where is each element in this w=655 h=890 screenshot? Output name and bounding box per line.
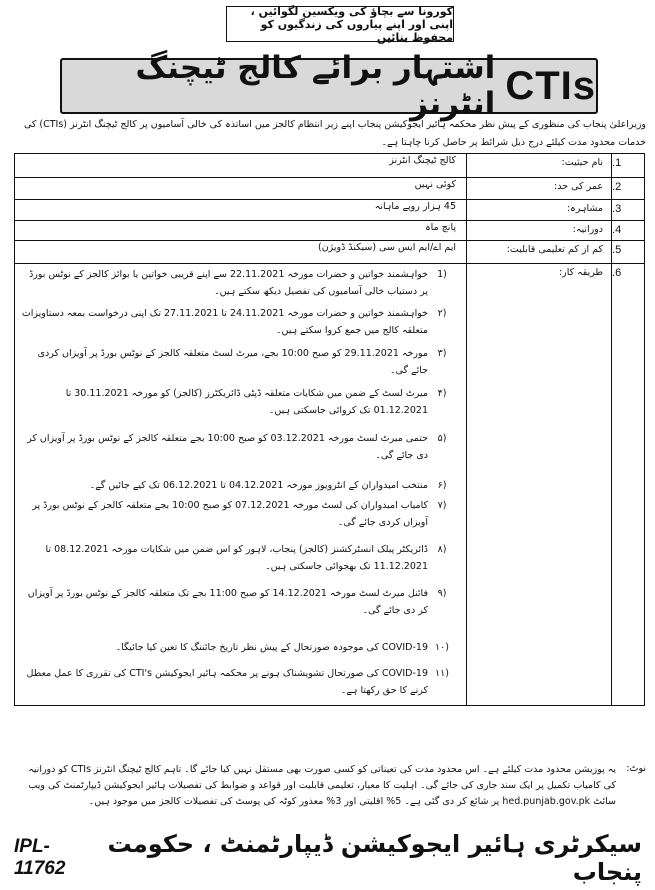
vaccination-banner [226, 6, 454, 42]
step-number: (۱۱ [435, 668, 449, 679]
procedure-step [21, 640, 456, 666]
step-text: COVID-19 کی صورتحال تشویشناک ہونے پر محکمہ ہائیر ایجوکیشن CTI's کی تقرری کا عمل معطل کرنے کا حق رکھتا ہے۔ [26, 668, 428, 696]
row-label: طریقہ کار: [467, 264, 612, 706]
step-text: فائنل میرٹ لسٹ مورخہ 14.12.2021 کو صبح 11:00 بجے تک متعلقہ کالجز کے نوٹس بورڈ پر آویزاں کر دی جائے گی۔ [27, 588, 428, 616]
step-number: (۸ [437, 544, 447, 555]
note-text: یہ پوزیشن محدود مدت کیلئے ہے۔ اس محدود مدت کی تعیناتی کو کسی صورت بھی مستقل نہیں کیا جائے گا۔ تاہم کالج ٹیچنگ انٹرنز CTIs کو دورانیہ کی کامیاب تکمیل پر ایک سند جاری کی جائے گی۔ اہلیت کا معیار، تعلیمی قابلیت اور قواعد و ضوابط کی تفصیلات ہائیر ایجوکیشن ڈیپارٹمنٹ کی ویب سائٹ hed.punjab.gov.pk پر شائع کر دی گئی ہے۔ 5% اقلیتی اور 3% معذور کوٹہ کی پوسٹ کی تفصیلات کالجز میں موجود ہیں۔ [28, 764, 616, 807]
procedure-step [21, 265, 456, 306]
title-urdu: اشتہار برائے کالج ٹیچنگ انٹرنز [135, 50, 496, 122]
row-label: نام حیثیت: [467, 154, 612, 178]
step-number: (۹ [437, 588, 447, 599]
note-section [14, 762, 646, 810]
step-number: (۳ [437, 348, 447, 359]
row-number: 2. [612, 178, 645, 200]
row-label: کم از کم تعلیمی قابلیت: [467, 241, 612, 264]
signature-block [14, 830, 642, 886]
step-text: کامیاب امیدواران کی لسٹ مورخہ 07.12.2021 کو صبح 10:00 بجے متعلقہ کالجز کے نوٹس بورڈ پر آویزاں کردی جائے گی۔ [32, 500, 428, 528]
ad-reference-code: IPL-11762 [14, 836, 66, 879]
row-value: کالج ٹیچنگ انٹرنز [15, 154, 467, 178]
procedure-step [21, 386, 456, 431]
step-number: (1 [437, 269, 447, 280]
procedure-step [21, 478, 456, 498]
vaccination-banner-text: کورونا سے بچاؤ کی ویکسین لگوائیں ، اپنی اور اپنے پیاروں کی زندگیوں کو محفوظ بنائیں [250, 4, 453, 44]
step-text: خواہشمند خواتین و حضرات مورخہ 22.11.2021 سے اپنے قریبی خواتین یا بوائز کالجز کے نوٹس بورڈ پر دستیاب خالی آسامیوں کی تفصیل دیکھ سکتے ہیں۔ [29, 269, 428, 297]
row-number: 1. [612, 154, 645, 178]
procedure-list [21, 265, 456, 705]
step-number: (۲ [437, 308, 447, 319]
row-number: 4. [612, 221, 645, 241]
row-label: دورانیہ: [467, 221, 612, 241]
table-row [15, 221, 645, 241]
step-number: (۱۰ [435, 642, 449, 653]
note-label: نوٹ: [626, 763, 646, 774]
step-number: (۴ [437, 388, 447, 399]
step-number: (۶ [437, 480, 447, 491]
table-row [15, 241, 645, 264]
row-value: پانچ ماہ [15, 221, 467, 241]
step-text: منتخب امیدواران کے انٹرویوز مورخہ 04.12.2021 تا 06.12.2021 تک کیے جائیں گے۔ [89, 480, 428, 491]
step-text: حتمی میرٹ لسٹ مورخہ 03.12.2021 کو صبح 10:00 بجے متعلقہ کالجز کے نوٹس بورڈ پر آویزاں کر دی جائے گی۔ [27, 433, 428, 461]
row-value: ایم اے/ایم ایس سی (سیکنڈ ڈویژن) [15, 241, 467, 264]
title-bar [60, 50, 598, 122]
table-row [15, 264, 645, 706]
step-text: خواہشمند خواتین و حضرات مورخہ 24.11.2021 تا 27.11.2021 تک اپنی درخواست بمعہ دستاویزات متعلقہ کالج میں جمع کروا سکتے ہیں۔ [21, 308, 428, 336]
row-label: عمر کی حد: [467, 178, 612, 200]
procedure-step [21, 498, 456, 542]
issuing-authority: سیکرٹری ہائیر ایجوکیشن ڈیپارٹمنٹ ، حکومت پنجاب [107, 830, 642, 886]
step-number: (۵ [437, 433, 447, 444]
intro-paragraph: وزیراعلیٰ پنجاب کی منظوری کے پیش نظر محکمہ ہائیر ایجوکیشن پنجاب اپنے زیر انتظام کالجز میں اساتذہ کی خالی آسامیوں پر کالج ٹیچنگ انٹرنز (CTIs) کی خدمات محدود مدت کیلئے درج ذیل شرائط پر حاصل کرنا چاہتا ہے۔ [23, 119, 646, 148]
procedure-step [21, 431, 456, 478]
row-value: کوئی نہیں [15, 178, 467, 200]
step-text: ڈائریکٹر پبلک انسٹرکشنز (کالجز) پنجاب، لاہور کو اس ضمن میں شکایات مورخہ 08.12.2021 تا 11.12.2021 تک بھجوائی جاسکتی ہیں۔ [45, 544, 428, 572]
row-number: 5. [612, 241, 645, 264]
row-number: 3. [612, 200, 645, 221]
procedure-step [21, 346, 456, 386]
step-text: مورخہ 29.11.2021 کو صبح 10:00 بجے، میرٹ لسٹ متعلقہ کالجز کے نوٹس بورڈ پر آویزاں کردی جائے گی۔ [37, 348, 428, 376]
procedure-step [21, 542, 456, 586]
step-text: میرٹ لسٹ کے ضمن میں شکایات متعلقہ ڈپٹی ڈائریکٹرز (کالجز) کو مورخہ 30.11.2021 تا 01.12.2021 تک کروائی جاسکتی ہیں۔ [65, 388, 428, 416]
row-label: مشاہرہ: [467, 200, 612, 221]
terms-table [14, 153, 645, 706]
row-value: 45 ہزار روپے ماہانہ [15, 200, 467, 221]
table-row [15, 200, 645, 221]
procedure-step [21, 666, 456, 705]
title-abbreviation: CTIs [505, 63, 596, 108]
procedure-step [21, 306, 456, 346]
table-row [15, 154, 645, 178]
procedure-cell [15, 264, 467, 706]
step-text: COVID-19 کی موجودہ صورتحال کے پیش نظر تاریخ جائننگ کا تعین کیا جائیگا۔ [115, 642, 428, 653]
procedure-step [21, 586, 456, 640]
row-number: 6. [612, 264, 645, 706]
table-row [15, 178, 645, 200]
step-number: (۷ [437, 500, 447, 511]
